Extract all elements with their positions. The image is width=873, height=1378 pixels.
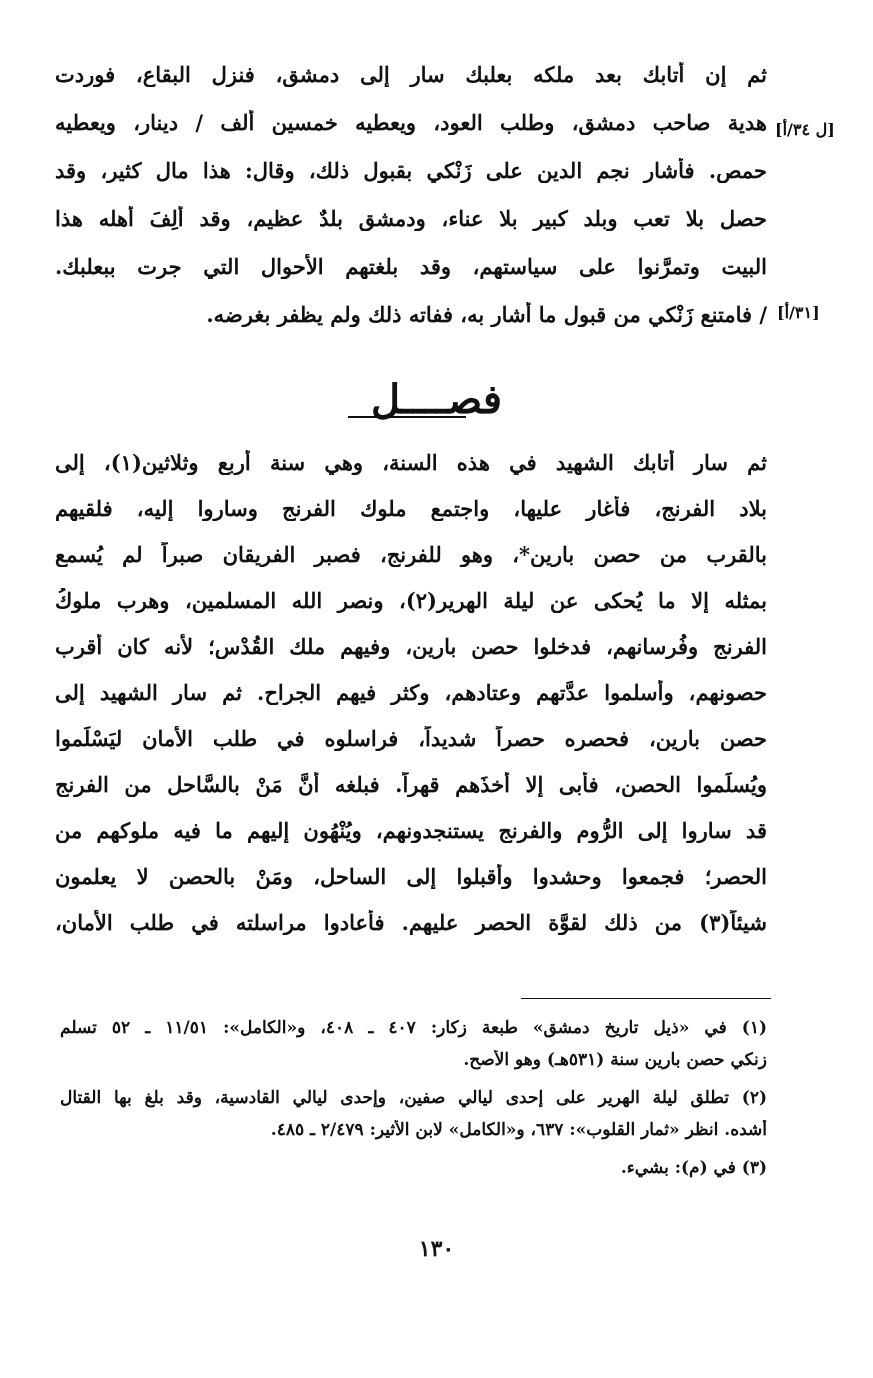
footnote-separator	[521, 998, 771, 999]
text-line: حصن بارِين، فحصره حصراً شديداً، فراسلوه في طلب الأمان ليَسْلَموا	[55, 726, 767, 751]
text-line: ويُسلِّموا الحصن، فأبى إلا أخذَهم قهراً. فبلغه أنَّ مَنْ بالسَّاحل من الفرنج	[55, 772, 767, 797]
text-line: البيت وتمرَّنوا على سياستهم، وقد بلغتهم الأحوال التي جرت ببعلبك.	[55, 254, 767, 279]
footnote-line: أشده. انظر «ثمار القلوب»: ٦٣٧، و«الكامل» لابن الأثير: ٢/٤٧٩ ـ ٤٨٥.	[270, 1120, 767, 1140]
text-line: ثم سار أتابك الشهيد في هذه السنة، وهي سنة أربع وثلاثين(١)، إلى	[55, 450, 767, 475]
heading-underline	[348, 416, 466, 418]
text-line: بمثله إلا ما يُحكى عن ليلة الهرير(٢)، ونصر الله المسلمين، وهرب ملوكُ	[55, 588, 767, 613]
text-line: حصونهم، وأسلموا عدَّتهم وعتادهم، وكثر فيهم الجراح. ثم سار الشهيد إلى	[55, 680, 767, 705]
footnotes	[60, 1018, 767, 1198]
text-line: بالقرب من حصن بارِين*، وهو للفرنج، فصبر الفريقان صبراً لم يُسمع	[55, 542, 767, 567]
text-line: شيئاً(٣) من ذلك لقوَّة الحصر عليهم. فأعادوا مراسلته في طلب الأمان،	[55, 910, 767, 935]
margin-reference: [٣١/أ]	[777, 303, 820, 322]
text-line: حصل بلا تعب وبلد كبير بلا عناء، ودمشق بلدٌ عظيم، وقد أَلِفَ أهله هذا	[55, 206, 767, 231]
margin-reference: [ل ٣٤/أ]	[775, 120, 835, 139]
text-line: الفرنج وفُرسانهم، فدخلوا حصن بارِين، وفيهم ملك القُدْس؛ لأنه كان أقرب	[55, 634, 767, 659]
opening-passage	[55, 62, 767, 352]
footnote-line: زنكي حصن بارين سنة (٥٣١هـ) وهو الأصح.	[463, 1050, 767, 1070]
footnote-line: (٣) في (م): بشيء.	[620, 1158, 767, 1178]
main-body	[55, 450, 767, 970]
text-line: حمص. فأشار نجم الدين على زَنْكي بقبول ذلك، وقال: هذا مال كثير، وقد	[55, 158, 767, 183]
text-line: / فامتنع زَنْكي من قبول ما أشار به، ففاته ذلك ولم يظفر بغرضه.	[206, 302, 767, 327]
page-number: ١٣٠	[418, 1236, 455, 1262]
section-heading: فصــــل	[371, 376, 502, 423]
footnote-line: (١) في «ذيل تاريخ دمشق» طبعة زكار: ٤٠٧ ـ ٤٠٨، و«الكامل»: ١١/٥١ ـ ٥٢ تسلم	[60, 1018, 767, 1038]
footnote-line: (٢) تطلق ليلة الهرير على إحدى ليالي صفين، وإحدى ليالي القادسية، وقد بلغ بها القتال	[60, 1088, 767, 1108]
text-line: ثم إن أتابك بعد ملكه بعلبك سار إلى دمشق، فنزل البقاع، فوردت	[55, 62, 767, 87]
text-line: قد ساروا إلى الرُّوم والفرنج يستنجدونهم، ويُنْهُون إليهم ما فيه ملوكهم من	[55, 818, 767, 843]
text-line: هدية صاحب دمشق، وطلب العود، ويعطيه خمسين ألف / دينار، ويعطيه	[55, 110, 767, 135]
text-line: الحصر؛ فجمعوا وحشدوا وأقبلوا إلى الساحل، ومَنْ بالحصن لا يعلمون	[55, 864, 767, 889]
text-line: بلاد الفرنج، فأغار عليها، واجتمع ملوك الفرنج وساروا إليه، فلقيهم	[55, 496, 767, 521]
